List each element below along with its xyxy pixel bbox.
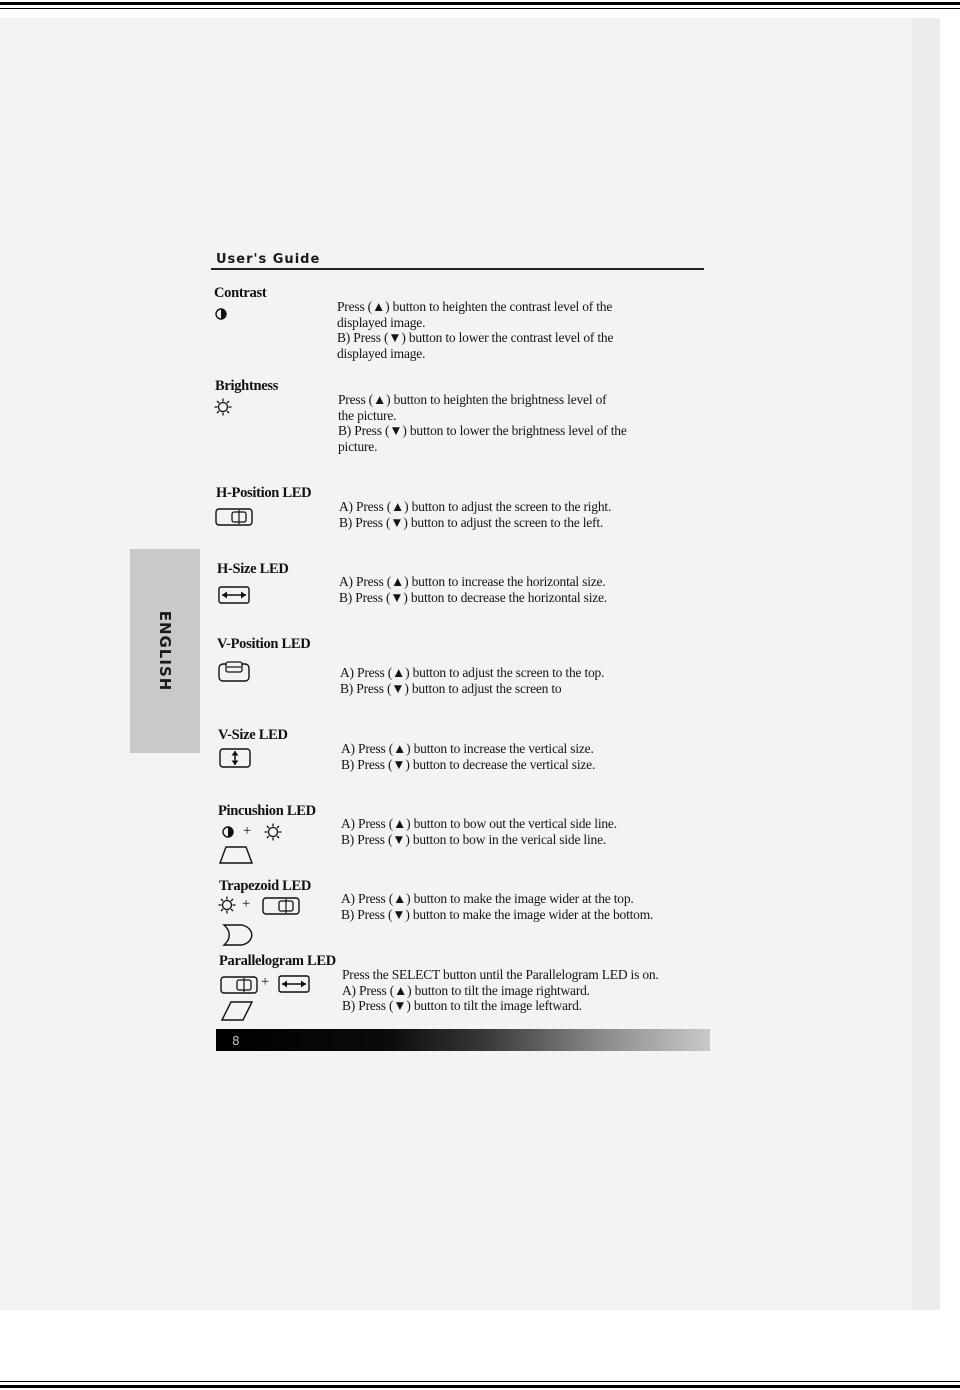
h-position-icon bbox=[215, 508, 253, 526]
h-size-line-1: A) Press (▲) button to increase the horizontal size. bbox=[339, 574, 606, 589]
bottom-rule-thin bbox=[0, 1381, 960, 1382]
contrast-icon bbox=[214, 307, 228, 321]
pincushion-line-2: B) Press (▼) button to bow in the verical side line. bbox=[341, 831, 607, 847]
v-position-line-1: A) Press (▲) button to adjust the screen to the top. bbox=[340, 665, 605, 680]
guide-title: User's Guide bbox=[216, 252, 321, 267]
trapezoid-line-1: A) Press (▲) button to make the image wider at the top. bbox=[341, 891, 634, 906]
brightness-line-1: Press (▲) button to heighten the brightness level of bbox=[338, 392, 607, 407]
v-size-title: V-Size LED bbox=[218, 727, 288, 743]
h-size-icon bbox=[278, 975, 310, 993]
brightness-description bbox=[338, 392, 627, 454]
contrast-line-1: Press (▲) button to heighten the contrast level of the bbox=[337, 299, 613, 314]
h-size-icon bbox=[218, 586, 250, 604]
contrast-icon bbox=[221, 825, 235, 839]
h-size-title: H-Size LED bbox=[217, 561, 289, 577]
h-size-line-2: B) Press (▼) button to decrease the horizontal size. bbox=[339, 589, 608, 605]
language-tab-label: ENGLISH bbox=[156, 610, 174, 692]
contrast-line-4: displayed image. bbox=[337, 345, 426, 361]
h-position-description bbox=[339, 499, 611, 530]
pincushion-plus: + bbox=[243, 823, 251, 839]
trapezoid-title: Trapezoid LED bbox=[219, 878, 312, 894]
pincushion-line-1: A) Press (▲) button to bow out the vertical side line. bbox=[341, 816, 617, 831]
contrast-description bbox=[337, 299, 613, 361]
parallelogram-line-3: B) Press (▼) button to tilt the image leftward. bbox=[342, 998, 582, 1013]
top-rule-thick bbox=[0, 2, 960, 5]
pincushion-description bbox=[341, 816, 617, 847]
h-size-description bbox=[339, 574, 607, 605]
trapezoid-icon bbox=[222, 924, 256, 946]
contrast-title: Contrast bbox=[214, 285, 267, 301]
parallelogram-line-2: A) Press (▲) button to tilt the image rightward. bbox=[342, 982, 590, 998]
bottom-rule-thick bbox=[0, 1385, 960, 1388]
v-position-description bbox=[340, 665, 604, 696]
contrast-line-2: displayed image. bbox=[337, 314, 426, 330]
parallelogram-title: Parallelogram LED bbox=[219, 953, 336, 969]
brightness-title: Brightness bbox=[215, 378, 279, 394]
trapezoid-line-2: B) Press (▼) button to make the image wider at the bottom. bbox=[341, 906, 654, 922]
footer-gradient-bar bbox=[216, 1029, 710, 1051]
v-size-line-1: A) Press (▲) button to increase the vertical size. bbox=[341, 741, 594, 756]
scan-edge-shadow bbox=[912, 18, 940, 1310]
v-size-description bbox=[341, 741, 595, 772]
trapezoid-description bbox=[341, 891, 653, 922]
h-position-line-1: A) Press (▲) button to adjust the screen to the right. bbox=[339, 499, 612, 514]
pincushion-icon bbox=[219, 846, 253, 864]
brightness-icon bbox=[264, 823, 282, 841]
h-position-icon bbox=[262, 897, 300, 915]
brightness-line-4: picture. bbox=[338, 438, 378, 454]
h-position-line-2: B) Press (▼) button to adjust the screen to the left. bbox=[339, 514, 604, 530]
parallelogram-icon bbox=[221, 1001, 253, 1021]
trapezoid-plus: + bbox=[242, 896, 250, 912]
parallelogram-description bbox=[342, 967, 659, 1014]
brightness-line-3: B) Press (▼) button to lower the brightness level of the bbox=[338, 423, 627, 438]
parallelogram-plus: + bbox=[261, 974, 269, 990]
parallelogram-line-1: Press the SELECT button until the Parallelogram LED is on. bbox=[342, 967, 659, 982]
pincushion-title: Pincushion LED bbox=[218, 803, 316, 819]
v-position-title: V-Position LED bbox=[217, 636, 311, 652]
brightness-line-2: the picture. bbox=[338, 407, 397, 423]
v-position-line-2: B) Press (▼) button to adjust the screen to bbox=[340, 680, 562, 696]
brightness-icon bbox=[214, 398, 232, 416]
h-position-icon bbox=[220, 976, 258, 994]
contrast-line-3: B) Press (▼) button to lower the contrast level of the bbox=[337, 330, 614, 345]
guide-title-rule bbox=[211, 268, 704, 270]
v-size-line-2: B) Press (▼) button to decrease the vertical size. bbox=[341, 756, 596, 772]
h-position-title: H-Position LED bbox=[216, 485, 312, 501]
page-number: 8 bbox=[232, 1034, 240, 1048]
v-size-icon bbox=[219, 748, 251, 768]
brightness-icon bbox=[218, 896, 236, 914]
top-rule-thin bbox=[0, 8, 960, 9]
v-position-icon bbox=[218, 661, 250, 683]
